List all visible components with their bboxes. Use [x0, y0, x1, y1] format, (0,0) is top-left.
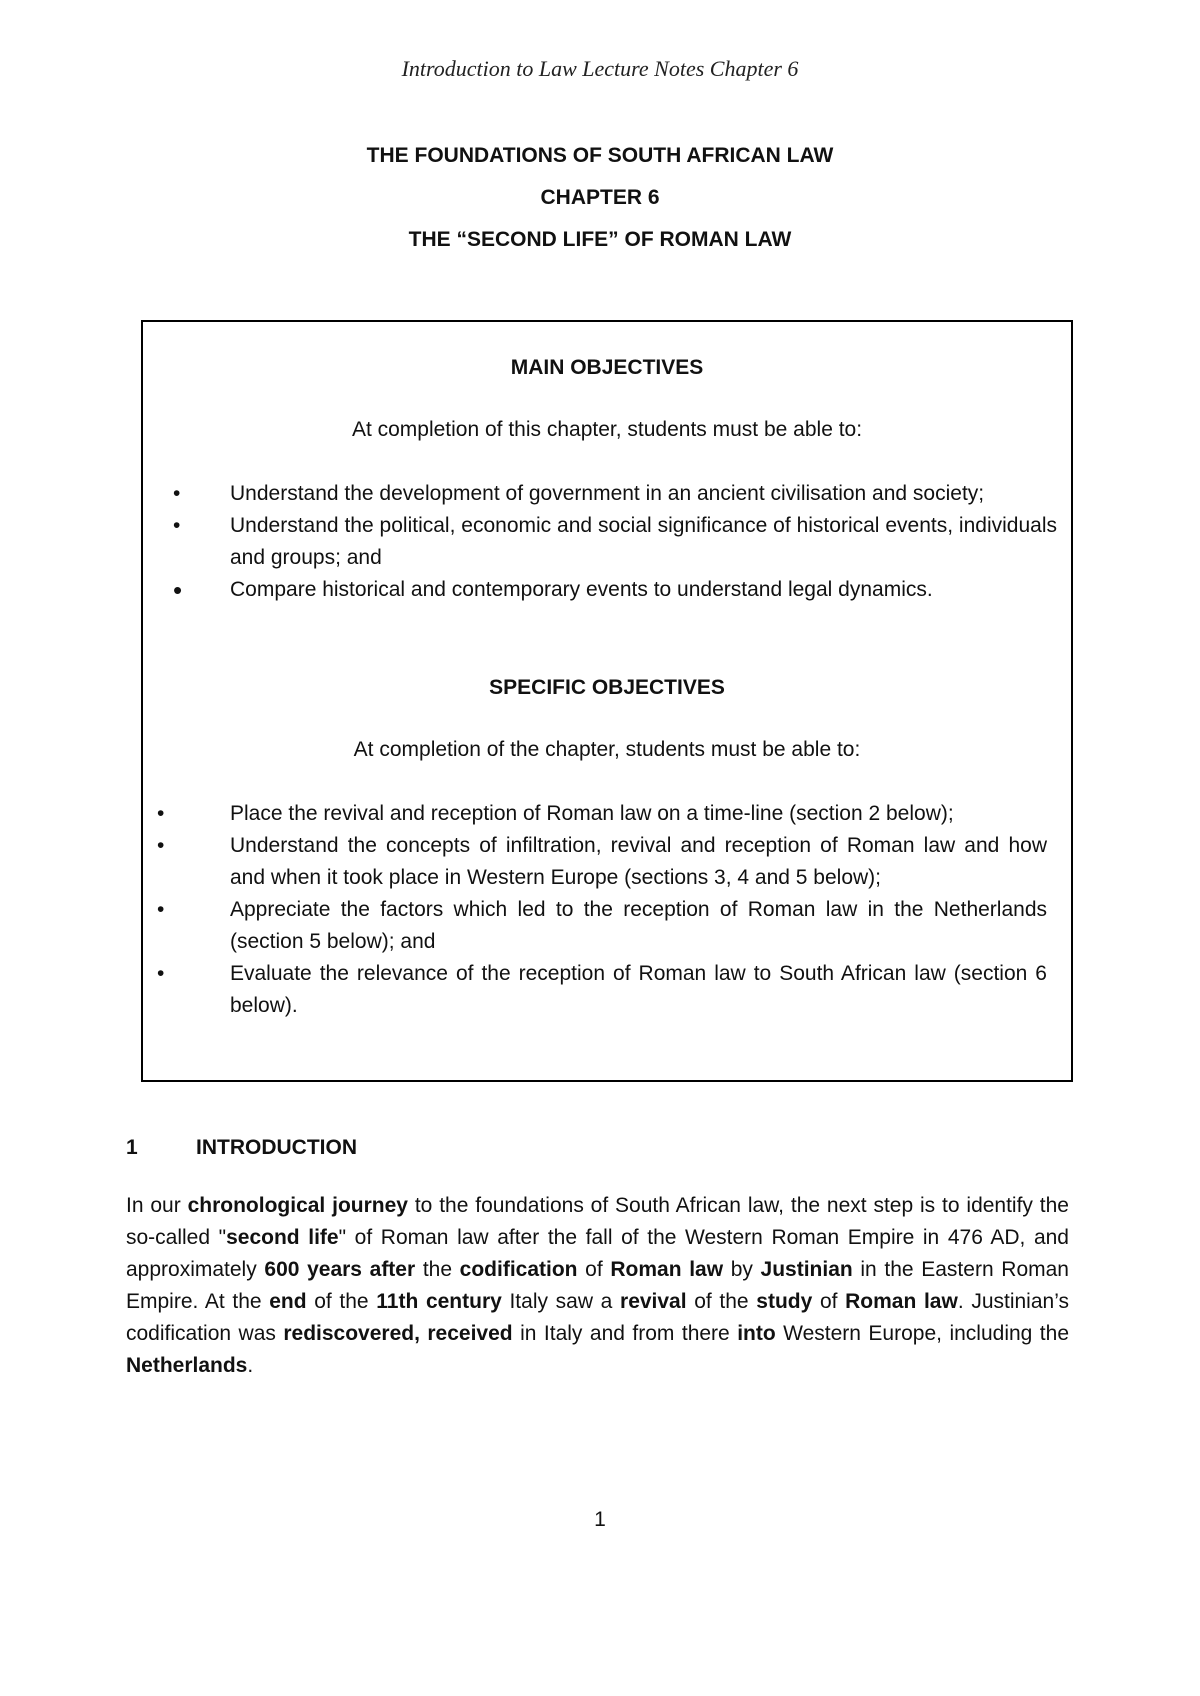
intro-paragraph	[126, 1190, 1069, 1382]
main-objectives-list	[143, 478, 1071, 606]
list-item	[143, 798, 1071, 830]
paragraph-text: in the Eastern Roman Empire. At the	[126, 1258, 1069, 1313]
paragraph-text: to the foundations of South African law, the next step is to identify the so-called "	[126, 1194, 1069, 1249]
list-item	[143, 958, 1071, 1022]
emphasis-text: chronological journey	[187, 1194, 408, 1217]
running-header: Introduction to Law Lecture Notes Chapter 6	[401, 56, 799, 81]
emphasis-text: into	[737, 1322, 776, 1345]
paragraph-text: of the	[686, 1290, 757, 1313]
emphasis-text: Roman law	[610, 1258, 724, 1281]
emphasis-text: end	[269, 1290, 307, 1313]
section-number: 1	[126, 1136, 138, 1159]
bullet-icon: •	[173, 482, 181, 505]
emphasis-text: 600 years after	[264, 1258, 416, 1281]
emphasis-text: second life	[226, 1226, 339, 1249]
bullet-icon: •	[157, 802, 165, 825]
paragraph-text: of	[812, 1290, 846, 1313]
paragraph-text: .	[247, 1354, 254, 1377]
bullet-icon: •	[157, 898, 165, 921]
list-item-text: Evaluate the relevance of the reception of Roman law to South African law (section 6 below).	[230, 962, 1047, 1017]
list-item	[143, 830, 1071, 894]
paragraph-text: by	[723, 1258, 761, 1281]
main-objectives-heading: MAIN OBJECTIVES	[510, 356, 704, 379]
emphasis-text: rediscovered, received	[283, 1322, 513, 1345]
paragraph-text: of	[577, 1258, 611, 1281]
list-item	[143, 478, 1071, 510]
chapter-label: CHAPTER 6	[540, 186, 660, 209]
specific-objectives-heading: SPECIFIC OBJECTIVES	[489, 676, 725, 699]
emphasis-text: Justinian	[760, 1258, 853, 1281]
paragraph-text: Western Europe, including the	[775, 1322, 1070, 1345]
paragraph-text: Italy saw a	[501, 1290, 621, 1313]
list-item-text: Understand the development of government in an ancient civilisation and society;	[230, 482, 985, 505]
specific-objectives-intro: At completion of the chapter, students must be able to:	[353, 738, 861, 761]
section-title: INTRODUCTION	[196, 1136, 357, 1159]
paragraph-text: in Italy and from there	[512, 1322, 738, 1345]
emphasis-text: Roman law	[845, 1290, 958, 1313]
paragraph-text: of the	[306, 1290, 377, 1313]
list-item-text: Compare historical and contemporary events to understand legal dynamics.	[230, 578, 933, 601]
main-objectives-intro: At completion of this chapter, students must be able to:	[351, 418, 863, 441]
emphasis-text: revival	[620, 1290, 687, 1313]
list-item	[143, 574, 1071, 606]
paragraph-text: " of Roman law after the fall of the Western Roman Empire in 476 AD, and approximately	[126, 1226, 1069, 1281]
document-title: THE FOUNDATIONS OF SOUTH AFRICAN LAW	[366, 144, 834, 167]
list-item	[143, 510, 1071, 574]
paragraph-text: In our	[126, 1194, 188, 1217]
list-item-text: Understand the political, economic and social significance of historical events, individuals and groups; and	[230, 514, 1057, 569]
emphasis-text: study	[756, 1290, 813, 1313]
emphasis-text: 11th century	[376, 1290, 502, 1313]
page-number: 1	[594, 1508, 606, 1531]
paragraph-text: . Justinian’s codification was	[126, 1290, 1069, 1345]
bullet-icon: •	[173, 514, 181, 537]
bullet-icon: •	[157, 962, 165, 985]
bullet-icon: •	[157, 834, 165, 857]
bullet-icon: •	[173, 575, 183, 605]
objectives-box	[141, 320, 1073, 1082]
list-item-text: Appreciate the factors which led to the reception of Roman law in the Netherlands (section 5 below); and	[230, 898, 1047, 953]
emphasis-text: Netherlands	[126, 1354, 248, 1377]
paragraph-text: the	[415, 1258, 460, 1281]
list-item-text: Understand the concepts of infiltration, revival and reception of Roman law and how and when it took place in Western Europe (sections 3, 4 and 5 below);	[230, 834, 1047, 889]
list-item	[143, 894, 1071, 958]
chapter-title: THE “SECOND LIFE” OF ROMAN LAW	[408, 228, 792, 251]
section-heading	[126, 1136, 357, 1160]
specific-objectives-list	[143, 798, 1071, 1022]
emphasis-text: codification	[459, 1258, 578, 1281]
list-item-text: Place the revival and reception of Roman law on a time-line (section 2 below);	[230, 802, 954, 825]
